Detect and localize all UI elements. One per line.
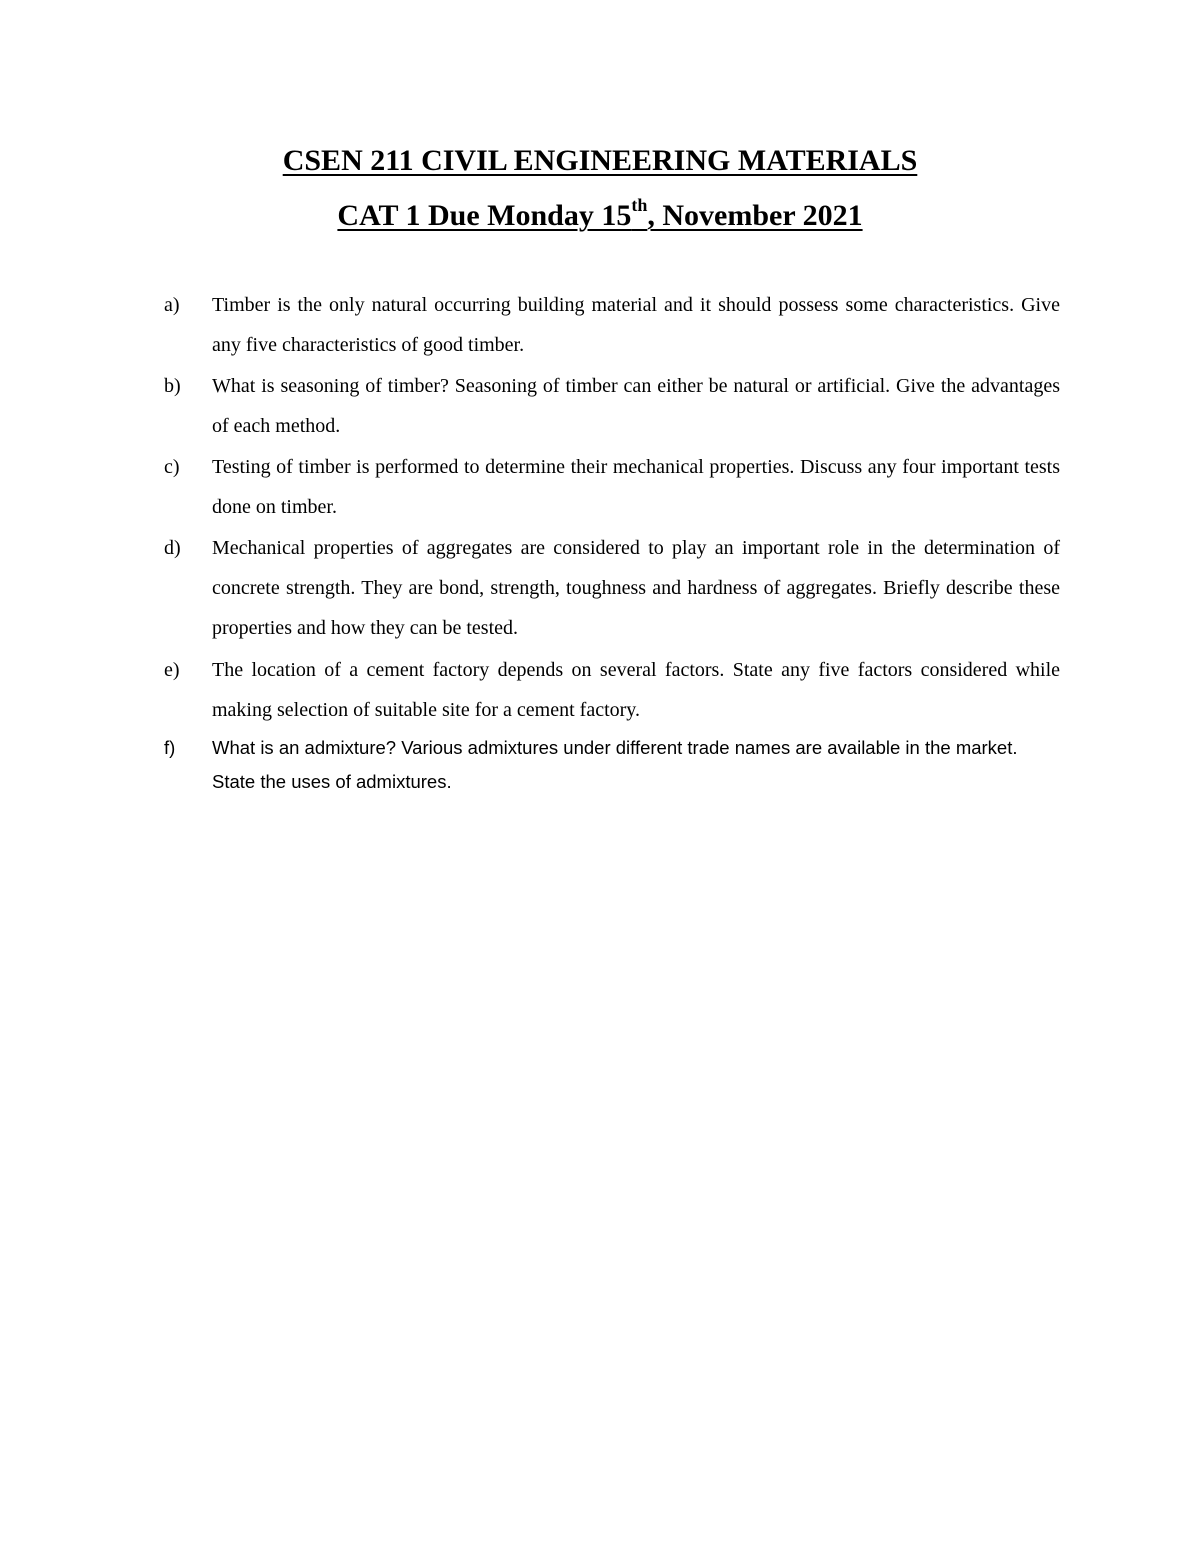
question-text: What is an admixture? Various admixtures under different trade names are available in the market. State the uses of admixtures.: [212, 737, 1018, 792]
question-marker: f): [164, 737, 176, 758]
due-superscript: th: [631, 195, 648, 215]
question-text: Testing of timber is performed to determine their mechanical properties. Discuss any four important tests done on timber.: [212, 456, 1060, 518]
question-text: Mechanical properties of aggregates are considered to play an important role in the determination of concrete strength. They are bond, strength, toughness and hardness of aggregates. Briefly describe these properties and how they can be tested.: [212, 537, 1060, 639]
course-title: [0, 143, 1200, 179]
question-marker: d): [164, 537, 181, 559]
question-marker: b): [164, 375, 181, 397]
question-marker: e): [164, 659, 180, 681]
due-prefix: CAT 1 Due Monday 15: [337, 199, 632, 232]
course-title-text: CSEN 211 CIVIL ENGINEERING MATERIALS: [282, 144, 918, 177]
question-marker: c): [164, 456, 180, 478]
question-marker: a): [164, 294, 180, 316]
question-text: The location of a cement factory depends on several factors. State any five factors considered while making selection of suitable site for a cement factory.: [212, 659, 1060, 721]
question-text: Timber is the only natural occurring building material and it should possess some characteristics. Give any five characteristics of good timber.: [212, 294, 1060, 356]
due-date-heading: [0, 195, 1200, 234]
question-text: What is seasoning of timber? Seasoning of timber can either be natural or artificial. Give the advantages of each method.: [212, 375, 1060, 437]
due-suffix: , November 2021: [647, 199, 863, 232]
due-date-text: [337, 195, 863, 232]
